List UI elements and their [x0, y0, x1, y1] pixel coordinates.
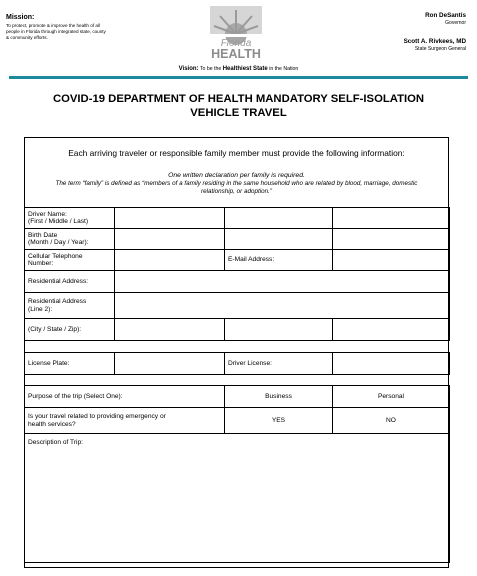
surgeon-general-name: Scott A. Rivkees, MD: [403, 38, 466, 45]
intro-text: Each arriving traveler or responsible family member must provide the following information:: [68, 148, 405, 158]
residential-address-line2-field[interactable]: [115, 293, 450, 319]
mission-text: To protect, promote & improve the health of all people in Florida through integrated state, county & community efforts.: [6, 23, 106, 40]
birth-day-field[interactable]: [225, 229, 333, 250]
trip-description-field[interactable]: [25, 434, 450, 563]
personal-info-table: [24, 207, 450, 341]
personal-option[interactable]: Personal: [333, 386, 450, 408]
driver-last-name-field[interactable]: [333, 208, 450, 229]
email-label: E-Mail Address:: [225, 250, 333, 271]
table-row: [25, 250, 450, 271]
driver-license-field[interactable]: [333, 353, 450, 375]
logo-word-health: HEALTH: [211, 47, 261, 61]
no-option[interactable]: NO: [333, 408, 450, 434]
birth-date-label: Birth Date (Month / Day / Year):: [25, 229, 115, 250]
driver-license-label: Driver License:: [225, 353, 333, 375]
residential-address-label: Residential Address:: [25, 271, 115, 293]
florida-health-logo: [206, 4, 266, 62]
mission-label: Mission:: [6, 14, 35, 21]
table-row: [25, 434, 450, 563]
trip-description-label: Description of Trip:: [28, 439, 83, 446]
vision-post: in the Nation: [269, 66, 299, 72]
table-row: [25, 408, 450, 434]
birth-month-field[interactable]: [115, 229, 225, 250]
emergency-question-label: Is your travel related to providing emergency or health services?: [25, 408, 225, 434]
zip-field[interactable]: [333, 319, 450, 341]
cell-phone-label: Cellular Telephone Number:: [25, 250, 115, 271]
residential-address-line2-label: Residential Address (Line 2):: [25, 293, 115, 319]
business-option[interactable]: Business: [225, 386, 333, 408]
table-row: [25, 319, 450, 341]
state-field[interactable]: [225, 319, 333, 341]
driver-first-name-field[interactable]: [115, 208, 225, 229]
city-field[interactable]: [115, 319, 225, 341]
purpose-label: Purpose of the trip (Select One):: [25, 386, 225, 408]
header-rule: [9, 76, 468, 79]
trip-table: [24, 385, 450, 563]
license-plate-field[interactable]: [115, 353, 225, 375]
city-state-zip-label: (City / State / Zip):: [25, 319, 115, 341]
form-title-line2: VEHICLE TRAVEL: [190, 107, 287, 119]
birth-year-field[interactable]: [333, 229, 450, 250]
table-row: [25, 353, 450, 375]
license-plate-label: License Plate:: [25, 353, 115, 375]
vision-label: Vision:: [178, 66, 199, 72]
table-row: [25, 208, 450, 229]
form-title-line1: COVID-19 DEPARTMENT OF HEALTH MANDATORY SELF-ISOLATION: [52, 93, 425, 105]
table-row: [25, 293, 450, 319]
table-row: [25, 229, 450, 250]
family-definition-note: The term “family” is defined as “members of a family residing in the same household who are related by blood, marriage, domestic relationship, or adoption.”: [55, 180, 418, 195]
yes-option[interactable]: YES: [225, 408, 333, 434]
vision-bold: Healthiest State: [222, 66, 268, 72]
surgeon-general-title: State Surgeon General: [414, 46, 466, 52]
vehicle-table: [24, 352, 450, 375]
logo-word-florida: Florida: [220, 38, 252, 49]
email-field[interactable]: [333, 250, 450, 271]
cell-phone-field[interactable]: [115, 250, 225, 271]
table-row: [25, 271, 450, 293]
driver-middle-name-field[interactable]: [225, 208, 333, 229]
governor-title: Governor: [445, 20, 466, 26]
vision-statement: [0, 66, 477, 72]
residential-address-field[interactable]: [115, 271, 450, 293]
form-title: [0, 92, 477, 120]
vision-pre: To be the: [199, 66, 222, 72]
table-row: [25, 386, 450, 408]
driver-name-label: Driver Name: (First / Middle / Last): [25, 208, 115, 229]
governor-name: Ron DeSantis: [425, 12, 466, 19]
one-declaration-note: One written declaration per family is required.: [168, 172, 305, 179]
